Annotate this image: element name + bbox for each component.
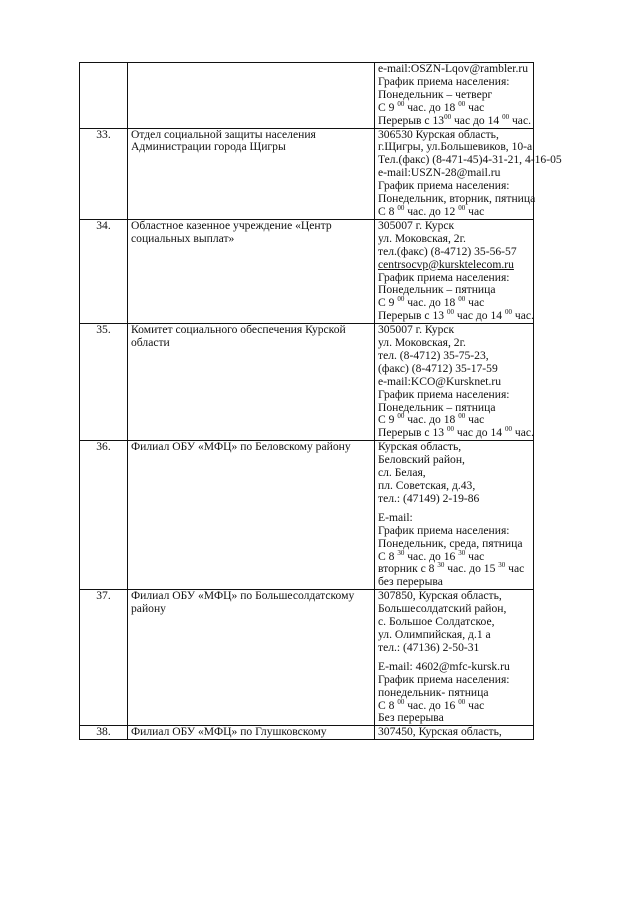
time-text: С 8 — [378, 204, 398, 218]
time-text: Перерыв с 13 — [378, 426, 447, 440]
time-text: час. до 18 — [404, 296, 459, 310]
organization-name: Комитет социального обеспечения Курской области — [128, 324, 375, 441]
organization-name — [128, 63, 375, 129]
row-number — [80, 63, 128, 129]
time-text: час. до 18 — [404, 100, 459, 114]
time-text: час — [465, 413, 485, 427]
superscript-minutes: 30 — [458, 548, 466, 557]
superscript-minutes: 00 — [397, 295, 405, 304]
contact-line: 306530 Курская область, — [378, 127, 499, 141]
contact-line: г.Щигры, ул.Большевиков, 10-а — [378, 140, 533, 154]
contact-line: 305007 г. Курск — [378, 323, 455, 337]
superscript-minutes: 00 — [458, 203, 466, 212]
time-text: час. до 12 — [404, 204, 459, 218]
time-text: час. до 16 — [404, 698, 459, 712]
contact-line — [378, 203, 530, 219]
time-text: час. — [509, 113, 531, 127]
time-text: С 8 — [378, 698, 398, 712]
organization-name: Отдел социальной защиты населения Администрации города Щигры — [128, 128, 375, 219]
contact-line: Без перерыва — [378, 711, 444, 725]
time-text: час до 14 — [453, 309, 505, 323]
contact-line — [378, 425, 534, 440]
contact-line: тел.(факс) (8-4712) 35-56-57 — [378, 244, 517, 258]
time-text: час — [465, 100, 485, 114]
row-number: 38. — [80, 726, 128, 740]
contact-line: E-mail: 4602@mfc-kursk.ru — [378, 659, 510, 673]
superscript-minutes: 00 — [458, 295, 466, 304]
time-text: Перерыв с 13 — [378, 309, 447, 323]
contact-line: График приема населения: — [378, 387, 510, 401]
contact-details — [375, 726, 534, 740]
organization-name: Областное казенное учреждение «Центр социальных выплат» — [128, 219, 375, 323]
table-row — [80, 590, 534, 726]
time-text: час. — [511, 309, 534, 323]
contact-line: Понедельник, вторник, пятница — [378, 192, 536, 206]
contact-line: График приема населения: — [378, 179, 510, 193]
superscript-minutes: 30 — [397, 548, 405, 557]
contact-line: без перерыва — [378, 575, 443, 589]
contact-line: ул. Моковская, 2г. — [378, 231, 466, 245]
time-text: час. — [511, 426, 534, 440]
time-text: С 9 — [378, 413, 398, 427]
table-row — [80, 63, 534, 129]
contact-line: Большесолдатский район, — [378, 602, 507, 616]
time-text: час — [465, 296, 485, 310]
superscript-minutes: 00 — [458, 697, 466, 706]
contact-details — [375, 324, 534, 441]
row-number: 37. — [80, 590, 128, 726]
contact-line: E-mail: — [378, 510, 413, 524]
superscript-minutes: 30 — [498, 561, 506, 570]
contact-link[interactable]: centrsocvp@kursktelecom.ru — [378, 257, 514, 271]
contact-line: тел.: (47149) 2-19-86 — [378, 491, 480, 505]
superscript-minutes: 00 — [458, 99, 466, 108]
contact-line: График приема населения: — [378, 74, 510, 88]
superscript-minutes: 00 — [458, 412, 466, 421]
contact-line: ул. Моковская, 2г. — [378, 336, 466, 350]
contact-line: Беловский район, — [378, 453, 465, 467]
contact-line: 305007 г. Курск — [378, 218, 455, 232]
contact-line: (факс) (8-4712) 35-17-59 — [378, 361, 498, 375]
time-text: С 8 — [378, 549, 398, 563]
row-number: 36. — [80, 441, 128, 590]
table-row — [80, 441, 534, 590]
organization-name: Филиал ОБУ «МФЦ» по Беловскому району — [128, 441, 375, 590]
contact-line: 307450, Курская область, — [378, 725, 502, 739]
superscript-minutes: 00 — [397, 412, 405, 421]
contact-line: ул. Олимпийская, д.1 а — [378, 627, 491, 641]
contact-line: с. Большое Солдатское, — [378, 615, 495, 629]
time-text: час до 14 — [453, 426, 505, 440]
contact-line: График приема населения: — [378, 672, 510, 686]
superscript-minutes: 00 — [397, 203, 405, 212]
table-row — [80, 219, 534, 323]
contact-line: e-mail:USZN-28@mail.ru — [378, 166, 501, 180]
superscript-minutes: 00 — [502, 112, 510, 121]
contact-line: тел. (8-4712) 35-75-23, — [378, 348, 489, 362]
superscript-minutes: 00 — [504, 308, 512, 317]
contact-line: пл. Советская, д.43, — [378, 479, 476, 492]
superscript-minutes: 00 — [444, 112, 452, 121]
time-text: вторник с 8 — [378, 562, 438, 576]
contact-line: Тел.(факс) (8-471-45)4-31-21, 4-16-05 — [378, 153, 562, 167]
time-text: час — [465, 549, 485, 563]
time-text: час до 14 — [451, 113, 503, 127]
table-row — [80, 726, 534, 740]
time-text: С 9 — [378, 100, 398, 114]
contact-details — [375, 441, 534, 590]
contact-line: e-mail:OSZN-Lqov@rambler.ru — [378, 62, 529, 75]
organization-name: Филиал ОБУ «МФЦ» по Глушковскому — [128, 726, 375, 740]
contact-line — [378, 112, 531, 128]
time-text: час. до 15 — [444, 562, 499, 576]
contact-line: Понедельник – пятница — [378, 400, 496, 414]
contact-line: График приема населения: — [378, 523, 510, 537]
superscript-minutes: 00 — [397, 697, 405, 706]
time-text: час — [505, 562, 525, 576]
superscript-minutes: 00 — [397, 99, 405, 108]
contact-line: сл. Белая, — [378, 466, 426, 480]
row-number: 35. — [80, 324, 128, 441]
contact-line: тел.: (47136) 2-50-31 — [378, 640, 480, 654]
time-text: час. до 16 — [404, 549, 459, 563]
time-text: С 9 — [378, 296, 398, 310]
contact-line — [378, 308, 534, 323]
contact-line: Понедельник – четверг — [378, 87, 493, 101]
table-body — [80, 62, 562, 740]
table-row — [80, 324, 534, 441]
contact-line: Курская область, — [378, 440, 462, 454]
contact-line: Понедельник – пятница — [378, 283, 496, 297]
contact-details — [375, 219, 534, 323]
superscript-minutes: 30 — [437, 561, 445, 570]
contact-line: понедельник- пятница — [378, 685, 489, 699]
contact-details — [375, 127, 562, 219]
row-number: 33. — [80, 128, 128, 219]
table-row — [80, 128, 534, 219]
time-text: Перерыв с 13 — [378, 113, 445, 127]
time-text: час. до 18 — [404, 413, 459, 427]
contact-details — [375, 590, 534, 726]
superscript-minutes: 00 — [504, 425, 512, 434]
superscript-minutes: 00 — [446, 308, 454, 317]
contact-line: Понедельник, среда, пятница — [378, 536, 523, 550]
organization-name: Филиал ОБУ «МФЦ» по Большесолдатскому району — [128, 590, 375, 726]
organizations-table — [79, 62, 562, 740]
superscript-minutes: 00 — [446, 425, 454, 434]
row-number: 34. — [80, 219, 128, 323]
time-text: час — [465, 204, 485, 218]
contact-line: График приема населения: — [378, 270, 510, 284]
contact-details — [375, 63, 534, 129]
contact-line: 307850, Курская область, — [378, 589, 502, 603]
time-text: час — [465, 698, 485, 712]
contact-line: e-mail:KCO@Kursknet.ru — [378, 374, 502, 388]
